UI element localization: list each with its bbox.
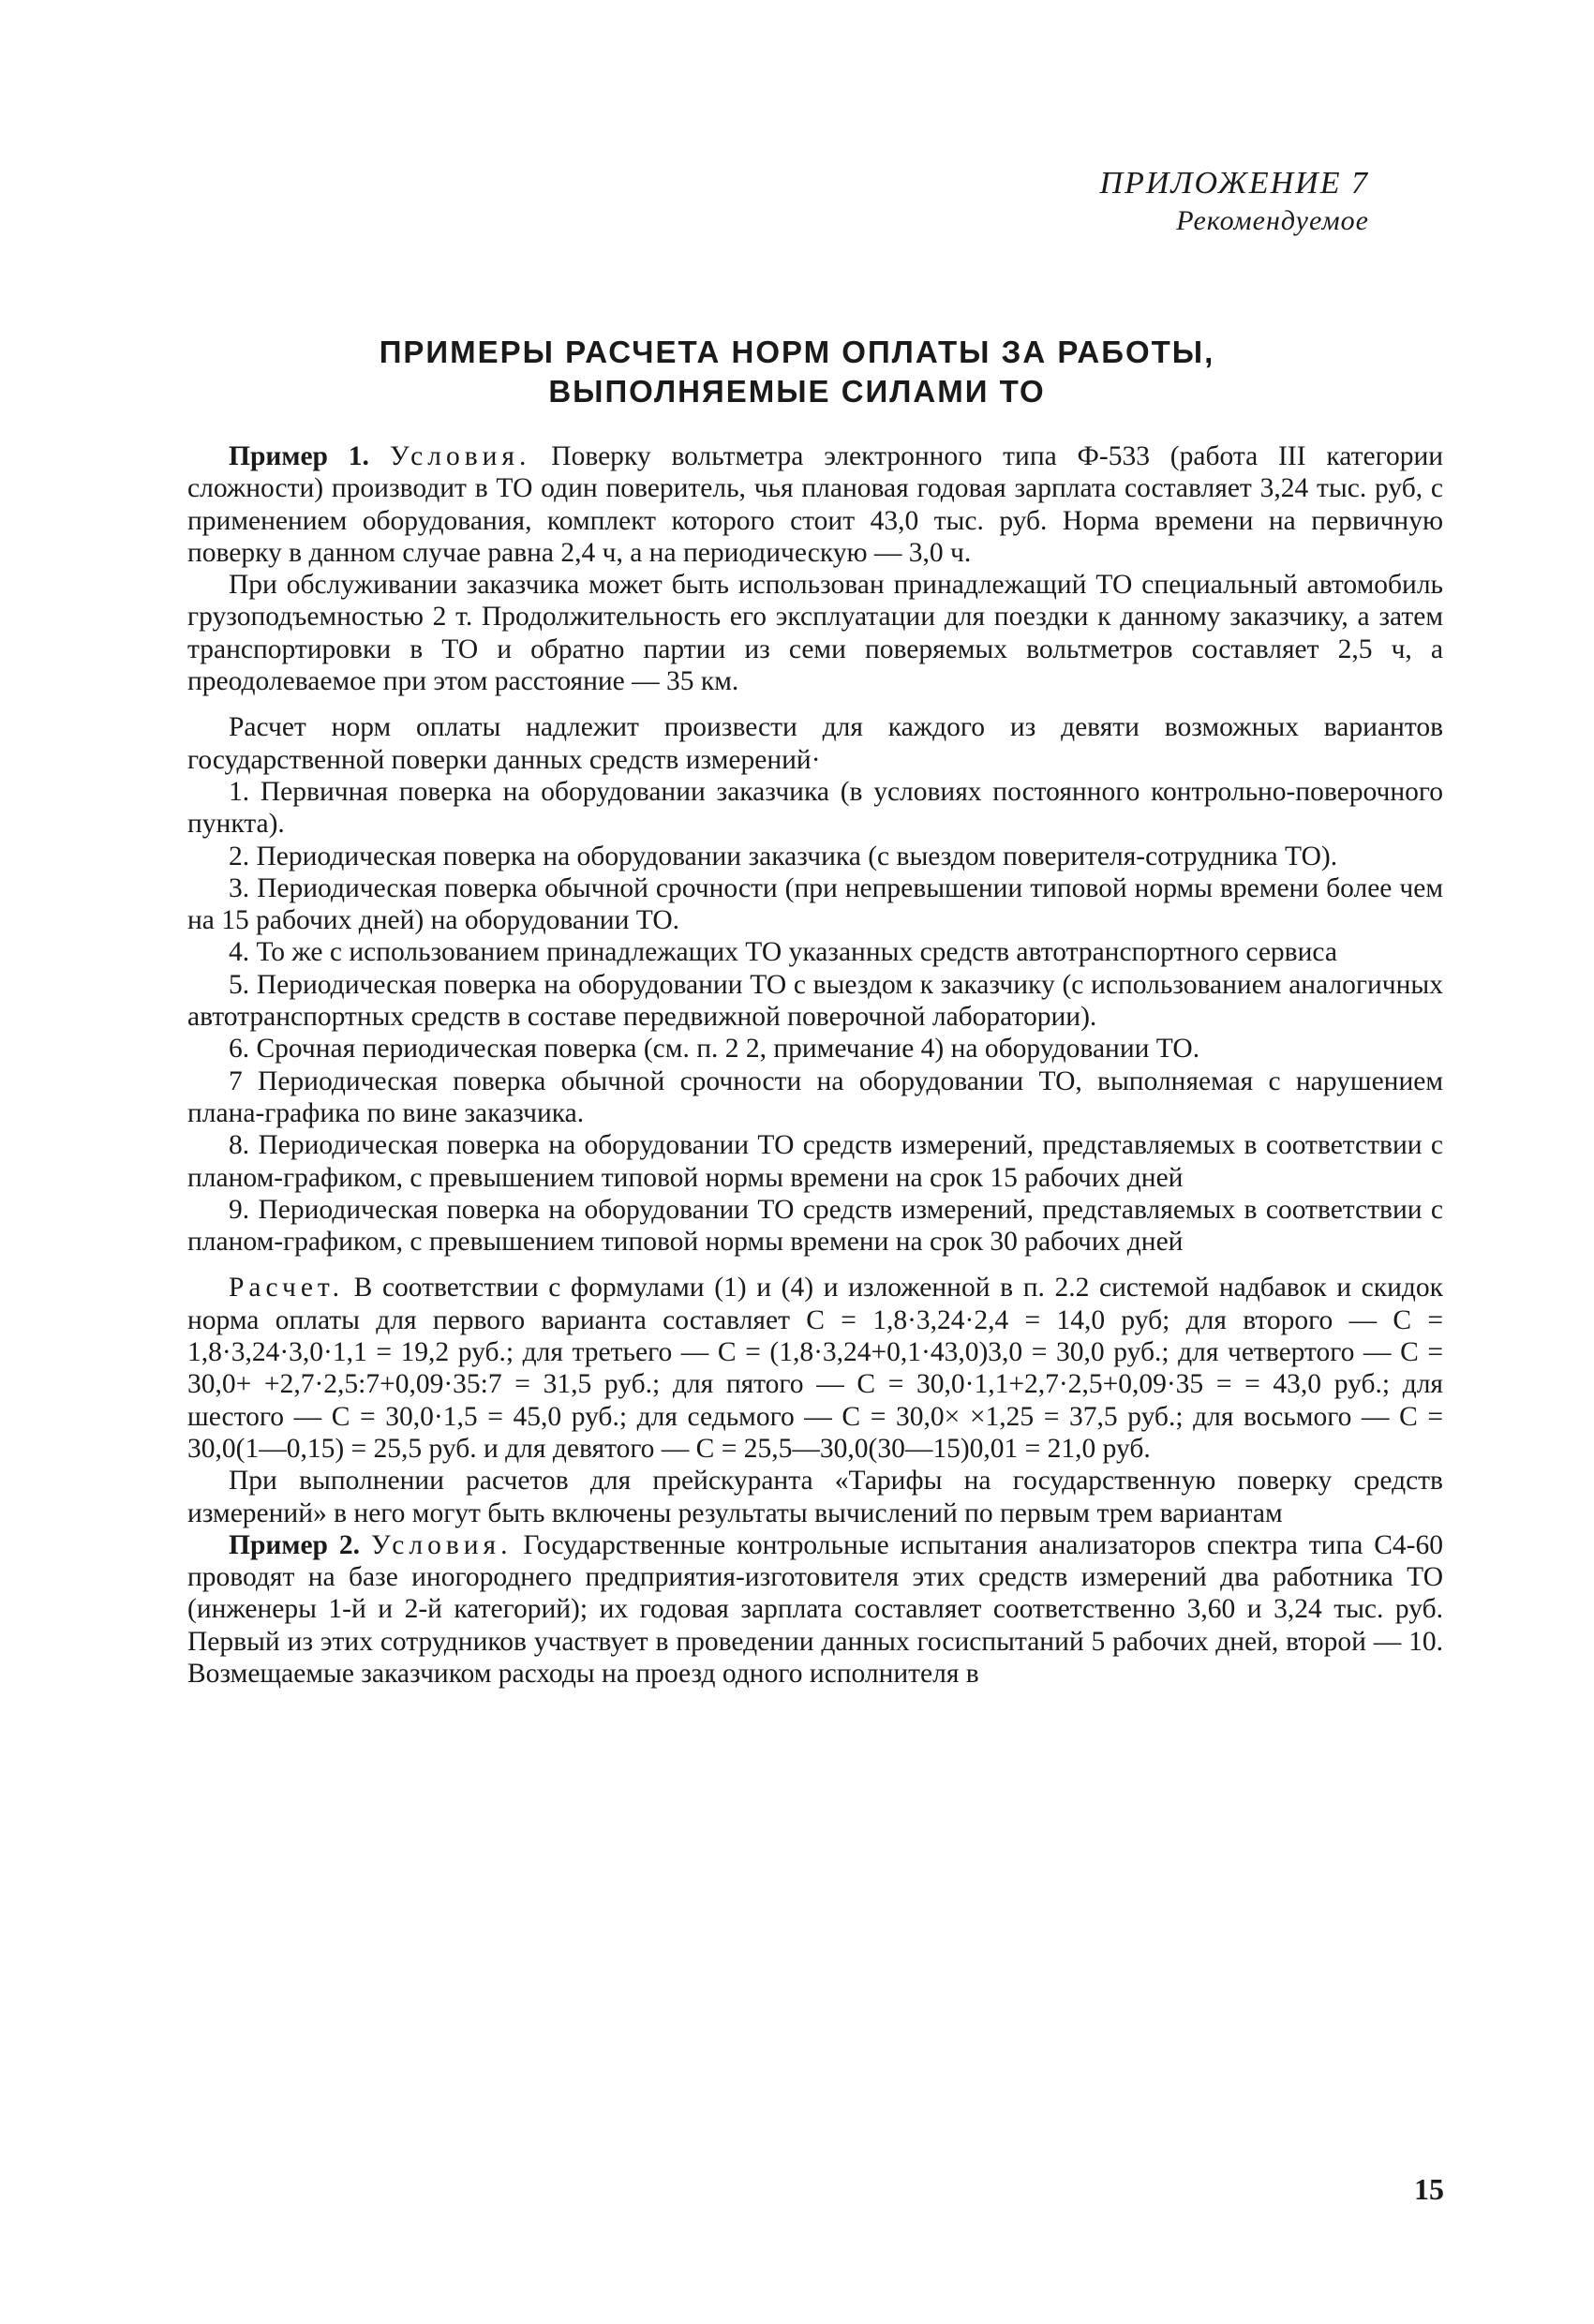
variant-item: 3. Периодическая поверка обычной срочности (при непревышении типовой нормы времени более чем на 15 рабочих дней) на оборудовании ТО. — [187, 872, 1443, 936]
calculation-text: В соответствии с формулами (1) и (4) и изложенной в п. 2.2 системой надбавок и скидок норма оплаты для первого варианта составляет C = 1,8·3,24·2,4 = 14,0 руб; для второго — C = 1,8·3,24·3,0·1,1 = 19,2 руб.; для третьего — C = (1,8·3,24+0,1·43,0)3,0 = 30,0 руб.; для четвертого — C = 30,0+ +2,7·2,5:7+0,09·35:7 = 31,5 руб.; для пятого — C = 30,0·1,1+2,7·2,5+0,09·35 = = 43,0 руб.; для шестого — C = 30,0·1,5 = 45,0 руб.; для седьмого — C = 30,0× ×1,25 = 37,5 руб.; для восьмого — C = 30,0(1—0,15) = 25,5 руб. и для девятого — C = 25,5—30,0(30—15)0,01 = 21,0 руб. — [187, 1273, 1443, 1464]
variant-item: 6. Срочная периодическая поверка (см. п. 2 2, примечание 4) на оборудовании ТО. — [229, 1034, 1200, 1065]
example-1-conditions-label: Условия. — [389, 441, 531, 471]
page-title — [159, 333, 1435, 411]
title-line-2: ВЫПОЛНЯЕМЫЕ СИЛАМИ ТО — [548, 374, 1046, 409]
example-1-intro-paragraph: Расчет норм оплаты надлежит произвести для каждого из девяти возможных вариантов государственной поверки данных средств измерений· — [187, 712, 1443, 775]
document-body — [187, 440, 1443, 1690]
variant-item: 7 Периодическая поверка обычной срочности на оборудовании ТО, выполняемая с нарушением плана-графика по вине заказчика. — [187, 1065, 1443, 1128]
pricelist-paragraph: При выполнении расчетов для прейскуранта «Тарифы на государственную поверку средств измерений» в него могут быть включены результаты вычислений по первым трем вариантам — [187, 1466, 1443, 1528]
example-2-label: Пример 2. — [229, 1529, 360, 1560]
calculation-label: Расчет. — [229, 1273, 344, 1304]
variant-item: 9. Периодическая поверка на оборудовании ТО средств измерений, представляемых в соответствии с планом-графиком, с превышением типовой нормы времени на срок 30 рабочих дней — [187, 1194, 1443, 1258]
example-2-conditions — [187, 1529, 1443, 1690]
appendix-label: ПРИЛОЖЕНИЕ 7 — [1099, 166, 1369, 201]
example-1-calculation — [187, 1272, 1443, 1465]
appendix-status: Рекомендуемое — [1176, 205, 1369, 236]
variant-item: 4. То же с использованием принадлежащих ТО указанных средств автотранспортного сервиса — [229, 937, 1337, 968]
variant-item: 8. Периодическая поверка на оборудовании ТО средств измерений, представляемых в соответствии с планом-графиком, с превышением типовой нормы времени на срок 15 рабочих дней — [187, 1130, 1443, 1193]
example-2-conditions-label: Условия. — [370, 1529, 513, 1560]
variant-item: 1. Первичная поверка на оборудовании заказчика (в условиях постоянного контрольно-поверочного пункта). — [187, 776, 1443, 840]
title-line-1: ПРИМЕРЫ РАСЧЕТА НОРМ ОПЛАТЫ ЗА РАБОТЫ, — [379, 335, 1215, 369]
variant-item: 5. Периодическая поверка на оборудовании ТО с выездом к заказчику (с использованием аналогичных автотранспортных средств в составе передвижной поверочной лаборатории). — [187, 969, 1443, 1033]
example-2-conditions-text: Государственные контрольные испытания анализаторов спектра типа С4-60 проводят на базе иногороднего предприятия-изготовителя этих средств измерений два работника ТО (инженеры 1-й и 2-й категорий); их годовая зарплата составляет соответственно 3,60 и 3,24 тыс. руб. Первый из этих сотрудников участвует в проведении данных госиспытаний 5 рабочих дней, второй — 10. Возмещаемые заказчиком расходы на проезд одного исполнителя в — [187, 1529, 1443, 1689]
example-1-service-paragraph: При обслуживании заказчика может быть использован принадлежащий ТО специальный автомобиль грузоподъемностью 2 т. Продолжительность его эксплуатации для поездки к данному заказчику, а затем транспортировки в ТО и обратно партии из семи поверяемых вольтметров составляет 2,5 ч, а преодолеваемое при этом расстояние — 35 км. — [187, 570, 1443, 697]
example-1-conditions — [187, 440, 1443, 569]
variant-item: 2. Периодическая поверка на оборудовании заказчика (с выездом поверителя-сотрудника ТО). — [229, 841, 1338, 872]
page-number: 15 — [1414, 2172, 1444, 2206]
appendix-header — [1100, 165, 1369, 240]
example-1-conditions-text: Поверку вольтметра электронного типа Ф-533 (работа III категории сложности) производит в ТО один поверитель, чья плановая годовая зарплата составляет 3,24 тыс. руб, с применением оборудования, комплект которого стоит 43,0 тыс. руб. Норма времени на первичную поверку в данном случае равна 2,4 ч, а на периодическую — 3,0 ч. — [187, 441, 1444, 568]
example-1-label: Пример 1. — [229, 441, 369, 471]
